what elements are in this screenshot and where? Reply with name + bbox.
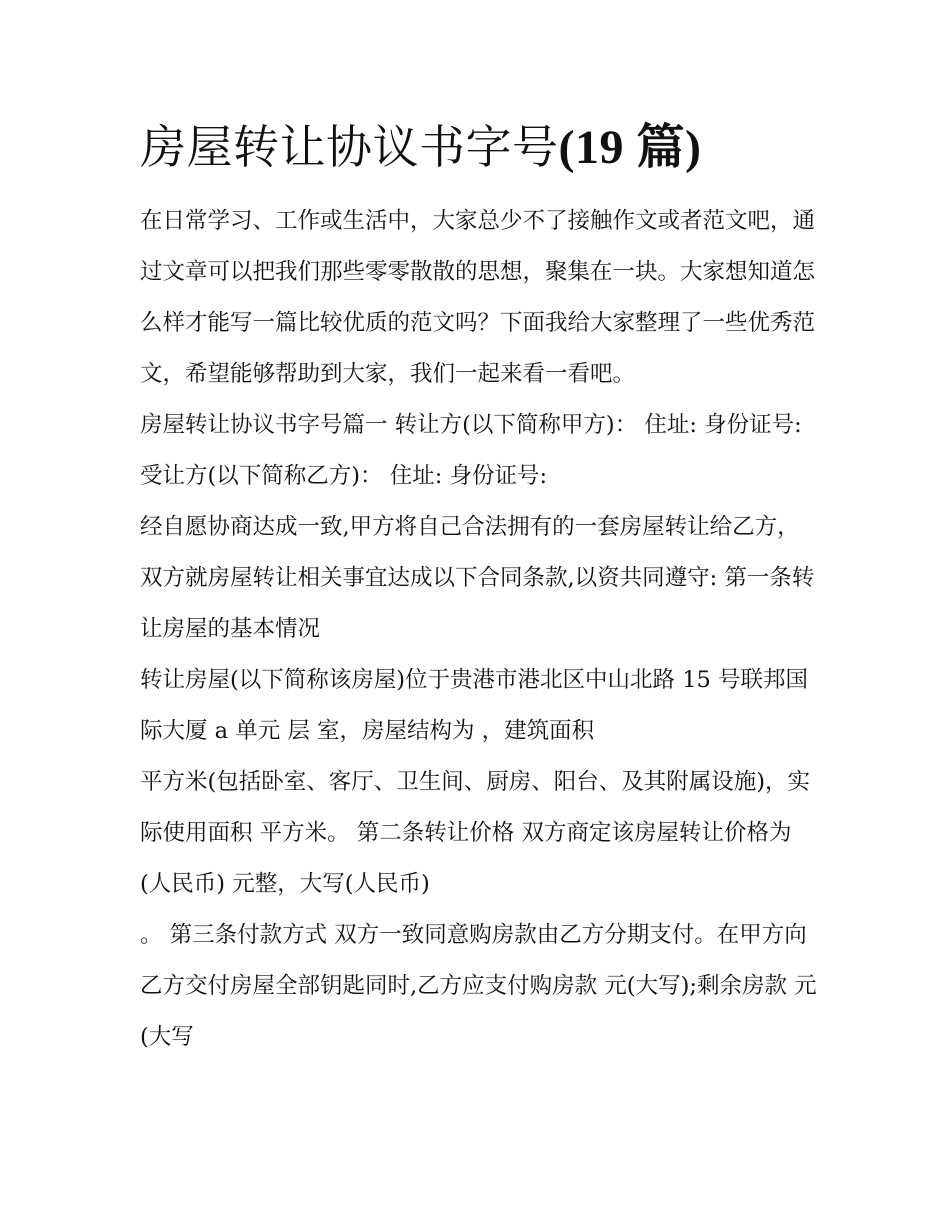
paragraph-payment: 。 第三条付款方式 双方一致同意购房款由乙方分期支付。在甲方向乙方交付房屋全部钥匙同时,乙方应支付购房款 元(大写);剩余房款 元(大写 <box>140 922 817 1050</box>
paragraph-area-price: 平方米(包括卧室、客厅、卫生间、厨房、阳台、及其附属设施)，实际使用面积 平方米。 第二条转让价格 双方商定该房屋转让价格为(人民币) 元整，大写(人民币) <box>140 769 811 897</box>
paragraph-agreement: 经自愿协商达成一致,甲方将自己合法拥有的一套房屋转让给乙方，双方就房屋转让相关事宜达成以下合同条款,以资共同遵守: 第一条转让房屋的基本情况 <box>140 514 815 642</box>
title-count: (19 篇) <box>558 121 702 174</box>
paragraph-intro: 在日常学习、工作或生活中，大家总少不了接触作文或者范文吧，通过文章可以把我们那些零零散散的思想，聚集在一块。大家想知道怎么样才能写一篇比较优质的范文吗？下面我给大家整理了一些优秀范文，希望能够帮助到大家，我们一起来看一看吧。 <box>140 208 816 387</box>
document-body <box>140 196 822 1063</box>
paragraph-property-location: 转让房屋(以下简称该房屋)位于贵港市港北区中山北路 15 号联邦国际大厦 a 单元 层 室，房屋结构为 ，建筑面积 <box>140 667 808 744</box>
paragraph-parties: 房屋转让协议书字号篇一 转让方(以下简称甲方)： 住址: 身份证号: 受让方(以下简称乙方)： 住址: 身份证号: <box>140 412 802 489</box>
title-text: 房屋转让协议书字号 <box>140 120 559 174</box>
document-title <box>140 112 840 183</box>
